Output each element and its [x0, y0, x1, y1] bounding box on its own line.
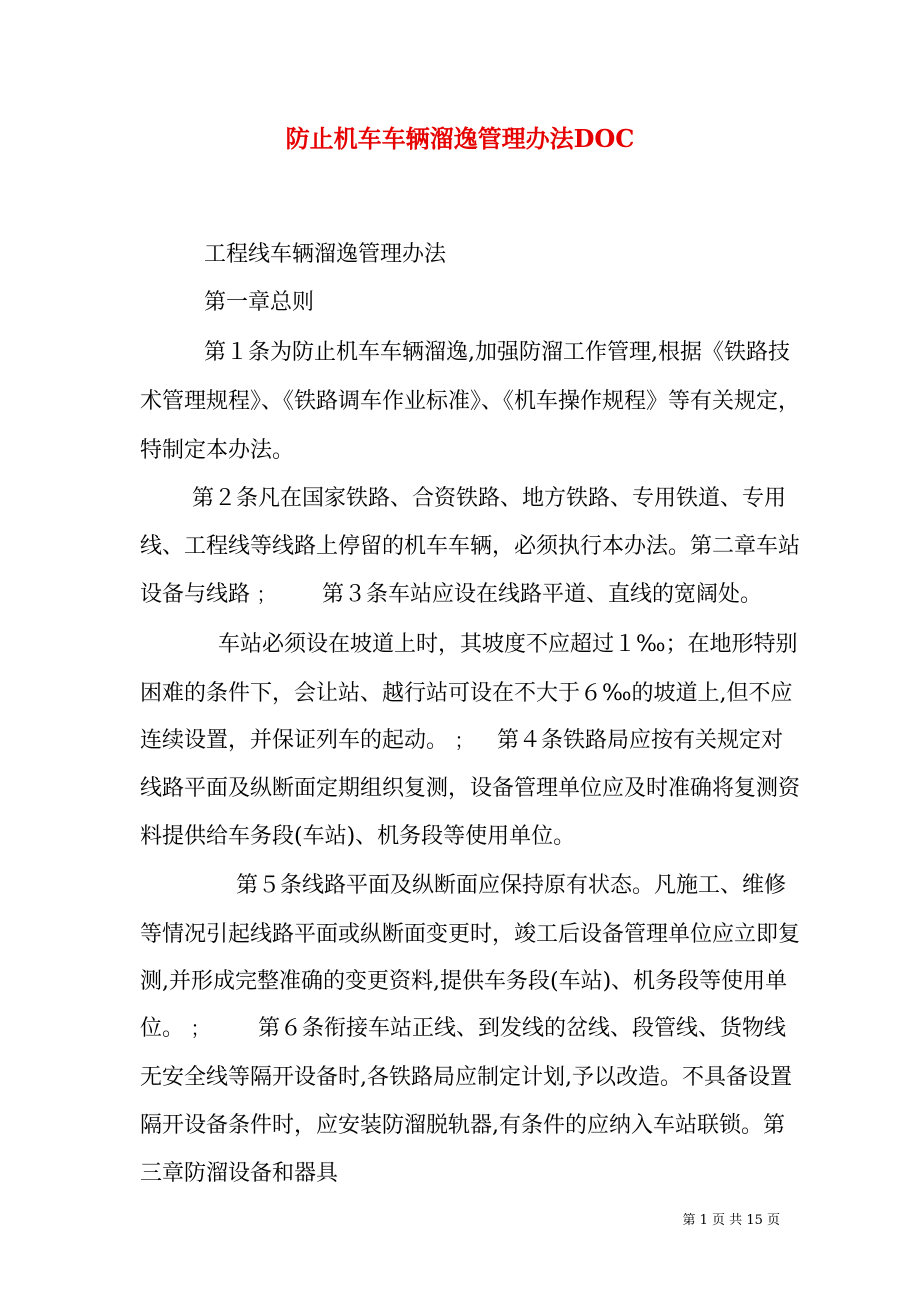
- paragraph-line: 第１条为防止机车车辆溜逸,加强防溜工作管理,根据《铁路技: [204, 340, 790, 365]
- paragraph-line: 位。﹔: [140, 1016, 207, 1041]
- paragraph-line: 车站必须设在坡道上时，其坡度不应超过１‰；在地形特别: [218, 632, 798, 657]
- paragraph-line: 测,并形成完整准确的变更资料,提供车务段(车站)、机务段等使用单: [140, 969, 788, 994]
- document-title: 防止机车车辆溜逸管理办法DOC: [285, 124, 635, 153]
- paragraph-line: 困难的条件下，会让站、越行站可设在不大于６‰的坡道上,但不应: [140, 681, 793, 706]
- paragraph-line: 隔开设备条件时，应安装防溜脱轨器,有条件的应纳入车站联锁。第: [140, 1113, 785, 1138]
- paragraph-line: 第２条凡在国家铁路、合资铁路、地方铁路、专用铁道、专用: [192, 486, 787, 511]
- paragraph-line: 工程线车辆溜逸管理办法: [204, 242, 447, 267]
- paragraph-line: 线、工程线等线路上停留的机车车辆，必须执行本办法。第二章车站: [140, 534, 801, 559]
- paragraph-line: 无安全线等隔开设备时,各铁路局应制定计划,予以改造。不具备设置: [140, 1065, 792, 1090]
- paragraph-line: 第６条衔接车站正线、到发线的岔线、段管线、货物线: [258, 1016, 787, 1041]
- chapter-heading: 三章防溜设备和器具: [140, 1161, 339, 1186]
- paragraph-line: 线路平面及纵断面定期组织复测，设备管理单位应及时准确将复测资: [140, 776, 801, 801]
- paragraph-line: 连续设置，并保证列车的起动。﹔: [140, 728, 471, 753]
- paragraph-line: 设备与线路﹔: [140, 582, 273, 607]
- paragraph-line: 特制定本办法。: [140, 438, 295, 463]
- paragraph-line: 料提供给车务段(车站)、机务段等使用单位。: [140, 824, 576, 849]
- paragraph-line: 等情况引起线路平面或纵断面变更时，竣工后设备管理单位应立即复: [140, 922, 801, 947]
- paragraph-line: 术管理规程》、《铁路调车作业标准》、《机车操作规程》等有关规定，: [140, 389, 801, 414]
- paragraph-line: 第４条铁路局应按有关规定对: [497, 728, 784, 753]
- page-number: 第 1 页 共 15 页: [682, 1213, 780, 1228]
- paragraph-line: 第５条线路平面及纵断面应保持原有状态。凡施工、维修: [236, 873, 787, 898]
- paragraph-line: 第３条车站应设在线路平道、直线的宽阔处。: [322, 582, 763, 607]
- chapter-heading: 第一章总则: [204, 290, 315, 315]
